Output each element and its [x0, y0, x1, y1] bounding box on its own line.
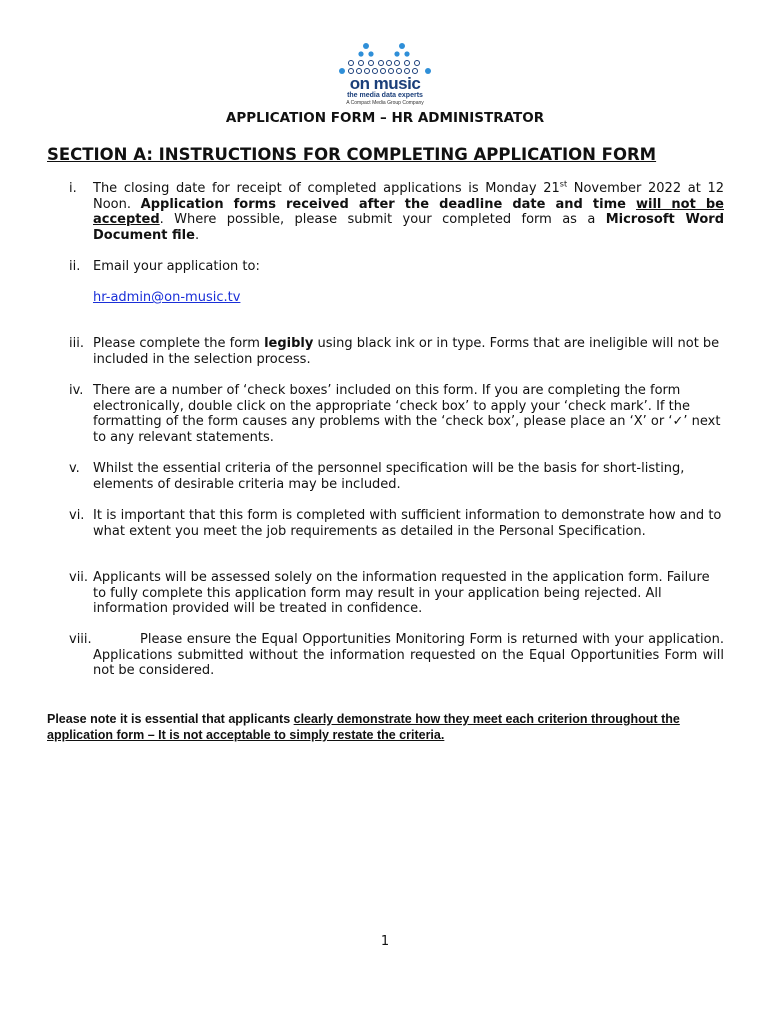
list-item-assessment: Applicants will be assessed solely on the information requested in the application form. Failure to fully complete this application form may result in your application being rejected. All information provided will be treated in confidence.: [93, 570, 710, 617]
item-text: . Where possible, please submit your completed form as a: [159, 212, 606, 228]
item-number: iv.: [69, 383, 84, 398]
superscript: st: [559, 179, 568, 189]
item-text: Email your application to:: [93, 259, 260, 274]
list-item-equal-opportunities: Please ensure the Equal Opportunities Monitoring Form is returned with your application. Applications submitted without the information requested on the Equal Opportunities Form will not be considered.: [93, 632, 724, 679]
item-text: The closing date for receipt of completed applications is Monday 21: [93, 181, 560, 196]
item-text: .: [194, 227, 200, 243]
company-logo: [330, 42, 440, 108]
item-bold-text: legibly: [264, 336, 314, 351]
note-lead: Please note it is essential that applicants: [47, 712, 294, 726]
item-text: November 2022 at 12 Noon.: [93, 181, 724, 212]
item-number: iii.: [69, 336, 84, 351]
item-text: using black ink or in type. Forms that are ineligible will not be included in the selection process.: [93, 336, 720, 367]
form-title: APPLICATION FORM – HR ADMINISTRATOR: [225, 110, 545, 126]
email-link[interactable]: hr-admin@on-music.tv: [93, 290, 241, 305]
item-bold-text: Microsoft Word Document file: [93, 212, 724, 243]
list-item-sufficient-information: It is important that this form is completed with sufficient information to demonstrate how and to what extent you meet the job requirements as detailed in the Personal Specification.: [93, 508, 722, 539]
item-bold-text: Application forms received after the deadline date and time: [140, 196, 636, 212]
section-heading: SECTION A: INSTRUCTIONS FOR COMPLETING APPLICATION FORM: [47, 145, 657, 164]
list-item-closing-date: [93, 181, 724, 243]
page-number: 1: [380, 934, 390, 949]
logo-subtitle: A Compact Media Group Company: [346, 100, 424, 106]
item-number: i.: [69, 181, 77, 196]
logo-tagline: the media data experts: [347, 92, 423, 99]
item-number: ii.: [69, 259, 81, 274]
item-number: vi.: [69, 508, 85, 523]
item-number: vii.: [69, 570, 89, 585]
item-text: Please complete the form: [93, 336, 265, 351]
logo-dots-graphic: [337, 42, 433, 78]
list-item-check-boxes: There are a number of ‘check boxes’ included on this form. If you are completing the form electronically, double click on the appropriate ‘check box’ to apply your ‘check mark’. If the formatting of the form causes any problems with the ‘check box’, please place an ‘X’ or ‘✓’ next to any relevant statements.: [93, 383, 721, 445]
list-item-criteria: Whilst the essential criteria of the personnel specification will be the basis for short-listing, elements of desirable criteria may be included.: [93, 461, 685, 492]
item-bold-underlined-text: will not be accepted: [93, 196, 724, 228]
note-underlined: clearly demonstrate how they meet each criterion throughout the application form – It is not acceptable to simply restate the criteria.: [47, 712, 680, 742]
item-number: v.: [69, 461, 80, 476]
important-note: [47, 711, 727, 743]
list-item-email: [93, 259, 724, 275]
item-number: viii.: [69, 632, 92, 647]
logo-brand-text: on music: [349, 74, 421, 93]
list-item-legibly: [93, 336, 724, 367]
